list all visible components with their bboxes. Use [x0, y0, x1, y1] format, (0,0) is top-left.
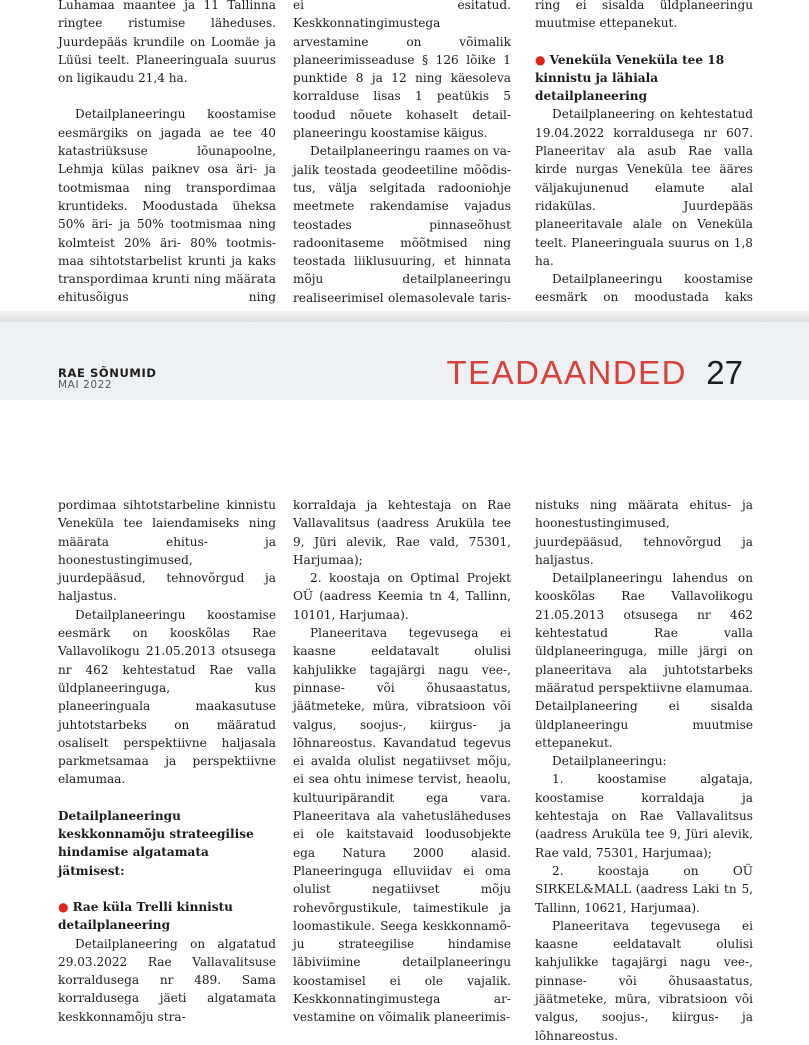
- column-3: [535, 496, 753, 1045]
- paragraph: Planeeritava tegevusega ei kaasne eeldatavalt olulisi kahjulikke tagajärgi nagu vee-, pinnase- või õhusaastatus, jäätmeteke, müra, vibratsioon või valgus, soojus-, kiirgus- ja lõhnareostus. Kavandatud tegevus ei avalda olulist negatiivset mõju, ei sea ohtu inimese tervist, heaolu, kultuuripärandit ega vara. Planeeritava ala vahetusläheduses ei ole kaitstavaid loodusobjekte ega Natura 2000 alasid. Planeeringuga elluviidav ei oma olulist negatiivset mõju rohevõrgustikule, taimestikule ja loomastikule. Seega keskkonnamõju strateegilise hindamise läbiviimine detailplaneeringu koostamisel ei ole vajalik. Keskkonnatingimustega arvestamine on võimalik planeerimis-: [293, 626, 511, 1025]
- top-column-1: [58, 0, 276, 325]
- paragraph: ring ei sisalda üldplaneeringu muutmise ettepanekut.: [535, 0, 753, 31]
- paragraph: ei esitatud. Keskkonnatingimustega arvestamine on võimalik planeerimisseaduse § 126 lõike 1 punktide 8 ja 12 ning käesoleva korralduse lisas 1 peatükis 5 toodud nõuete kohaselt detailplaneeringu koostamise käigus.: [293, 0, 511, 141]
- paragraph: pordimaa sihtotstarbeline kinnistu Veneküla tee laiendamiseks ning määrata ehitus- ja hoonestustingimused, juurdepääsud, tehnovõrgud ja haljastus.: [58, 498, 276, 604]
- paragraph: Detailplaneeringu raames on vajalik teostada geodeetiline mõõdistus, välja selgitada radooniohje meetmete rakendamise vajadus teostades pinnaseõhust radoonitaseme mõõtmised ning teostada liiklusuuring, et hinnata mõju detailplaneeringu realiseerimisel olemasolevale taris: [293, 144, 511, 305]
- paragraph: 2. koostaja on OÜ SIRKEL&MALL (aadress Laki tn 5, Tallinn, 10621, Harjumaa).: [535, 863, 753, 915]
- article-heading: [58, 898, 276, 935]
- paragraph: nistuks ning määrata ehitus- ja hoonestustingimused, juurdepääsud, tehnovõrgud ja haljastus.: [535, 498, 753, 567]
- page-header: [0, 322, 809, 400]
- section-heading: Detailplaneeringu keskkonnamõju strateegilise hindamise algatamata jätmisest:: [58, 808, 254, 878]
- heading-text: Veneküla Veneküla tee 18 kinnistu ja lähiala detailplaneering: [535, 52, 725, 104]
- bullet-icon: ●: [58, 899, 69, 914]
- paragraph: Planeeritava tegevusega ei kaasne eeldatavalt olulisi kahjulikke tagajärgi nagu vee-, pinnase- või õhusaastatus, jäätmeteke, müra, vibratsioon või valgus, soojus-, kiirgus- ja lõhnareostus.: [535, 918, 753, 1043]
- paragraph: Luhamaa maantee ja 11 Tallinna ringtee ristumise läheduses. Juurdepääs krundile on Loomäe ja Lüüsi teelt. Planeeringuala suurus on ligikaudu 21,4 ha.: [58, 0, 276, 86]
- page-divider: [0, 311, 809, 322]
- paragraph: Detailplaneering on algatatud 29.03.2022 Rae Vallavalitsuse korraldusega nr 489. Sama korraldusega jäeti algatamata keskkonnamõju stra-: [58, 936, 276, 1024]
- magazine-issue: MAI 2022: [58, 379, 113, 391]
- top-column-3: [535, 0, 753, 343]
- magazine-name: RAE SÕNUMID: [58, 366, 157, 380]
- paragraph: Detailplaneering on kehtestatud 19.04.2022 korraldusega nr 607. Planeeritav ala asub Rae valla kirde nurgas Veneküla tee ääres väljakujunenud elamute alal ridakülas. Juurdepääs planeeritavale alale on Veneküla teelt. Planeeringuala suurus on 1,8 ha.: [535, 107, 753, 268]
- page-number: 27: [706, 354, 743, 391]
- section-title: TEADAANDED: [446, 354, 687, 391]
- paragraph: korraldaja ja kehtestaja on Rae Vallavalitsus (aadress Aruküla tee 9, Jüri alevik, Rae vald, 75301, Harjumaa);: [293, 498, 511, 567]
- heading-text: Rae küla Trelli kinnistu detailplaneering: [58, 899, 233, 933]
- paragraph: Detailplaneeringu koostamise eesmärgiks on jagada ae tee 40 katastriüksuse lõunapoolne, Lehmja külas paiknev osa äri- ja tootmismaa ning transpordimaa kruntideks. Moodustada üheksa 50% äri- ja 50% tootmismaa ning kolmteist 20% äri- 80% tootmismaa sihtotstarbelist krunti ja kaks transpordimaa krunti ning määrata ehitusõigus ning: [58, 107, 276, 305]
- paragraph: Detailplaneeringu koostamise eesmärk on kooskõlas Rae Vallavolikogu 21.05.2013 otsusega nr 462 kehtestatud Rae valla üldplaneeringuga, kus planeeringuala maakasutuse juhtotstarbeks on määratud osaliselt perspektiivne haljasala parkmetsamaa ja perspektiivne elamumaa.: [58, 607, 276, 787]
- paragraph: Detailplaneeringu koostamise eesmärk on moodustada kaks: [535, 272, 753, 305]
- paragraph: 1. koostamise algataja, koostamise korraldaja ja kehtestaja on Rae Vallavalitsus (aadress Aruküla tee 9, Jüri alevik, Rae vald, 75301, Harjumaa);: [535, 772, 753, 860]
- paragraph: 2. koostaja on Optimal Projekt OÜ (aadress Keemia tn 4, Tallinn, 10101, Harjumaa).: [293, 571, 511, 622]
- column-2: [293, 496, 511, 1027]
- top-column-2: [293, 0, 511, 344]
- paragraph: Detailplaneeringu:: [552, 754, 667, 769]
- article-heading: [535, 51, 753, 106]
- paragraph: Detailplaneeringu lahendus on kooskõlas Rae Vallavolikogu 21.05.2013 otsusega nr 462 kehtestatud Rae valla üldplaneeringuga, mille järgi on planeeritava ala juhtotstarbeks määratud perspektiivne elamumaa. Detailplaneering ei sisalda üldplaneeringu muutmise ettepanekut.: [535, 571, 753, 750]
- bullet-icon: ●: [535, 52, 546, 67]
- column-1: [58, 496, 276, 1026]
